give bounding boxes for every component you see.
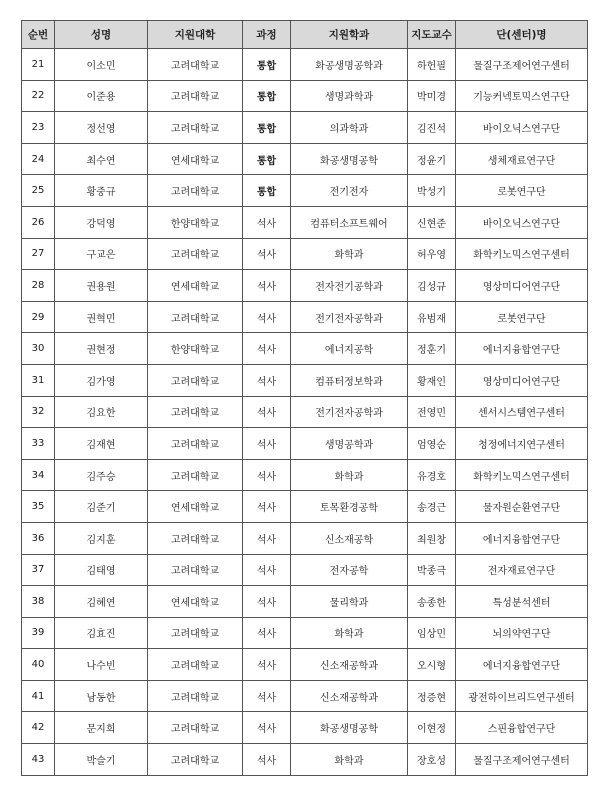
cell-name: 이소민 (55, 49, 148, 81)
cell-no: 31 (22, 364, 55, 396)
cell-center: 로봇연구단 (456, 301, 588, 333)
table-row (22, 175, 588, 207)
cell-course: 통합 (243, 112, 291, 144)
cell-name: 김준기 (55, 491, 148, 523)
cell-name: 김효진 (55, 617, 148, 649)
cell-university: 고려대학교 (148, 617, 243, 649)
table-row (22, 554, 588, 586)
header-advisor: 지도교수 (408, 21, 456, 49)
header-course: 과정 (243, 21, 291, 49)
cell-department: 신소재공학과 (291, 680, 408, 712)
cell-center: 물질구조제어연구센터 (456, 744, 588, 776)
cell-no: 21 (22, 49, 55, 81)
cell-university: 고려대학교 (148, 712, 243, 744)
cell-no: 40 (22, 649, 55, 681)
cell-university: 연세대학교 (148, 586, 243, 618)
cell-name: 김가영 (55, 364, 148, 396)
table-row (22, 49, 588, 81)
cell-advisor: 정증현 (408, 680, 456, 712)
cell-advisor: 오시형 (408, 649, 456, 681)
header-department: 지원학과 (291, 21, 408, 49)
cell-department: 화공생명공학과 (291, 49, 408, 81)
table-row (22, 522, 588, 554)
cell-advisor: 송경근 (408, 491, 456, 523)
cell-name: 김재현 (55, 428, 148, 460)
cell-center: 청정에너지연구센터 (456, 428, 588, 460)
cell-center: 바이오닉스연구단 (456, 112, 588, 144)
cell-department: 전자전기공학과 (291, 270, 408, 302)
cell-course: 석사 (243, 712, 291, 744)
cell-center: 로봇연구단 (456, 175, 588, 207)
cell-course: 석사 (243, 744, 291, 776)
cell-course: 석사 (243, 396, 291, 428)
cell-university: 연세대학교 (148, 143, 243, 175)
table-row (22, 80, 588, 112)
cell-department: 전기전자 (291, 175, 408, 207)
header-university: 지원대학 (148, 21, 243, 49)
cell-department: 생명공학과 (291, 428, 408, 460)
cell-department: 의과학과 (291, 112, 408, 144)
cell-department: 화학과 (291, 744, 408, 776)
table-row (22, 586, 588, 618)
cell-name: 권혁민 (55, 301, 148, 333)
cell-university: 고려대학교 (148, 112, 243, 144)
cell-advisor: 유경호 (408, 459, 456, 491)
cell-university: 고려대학교 (148, 428, 243, 460)
cell-advisor: 전영민 (408, 396, 456, 428)
cell-university: 한양대학교 (148, 333, 243, 365)
cell-center: 에너지융합연구단 (456, 649, 588, 681)
cell-course: 통합 (243, 80, 291, 112)
cell-course: 석사 (243, 459, 291, 491)
cell-university: 고려대학교 (148, 301, 243, 333)
cell-university: 연세대학교 (148, 491, 243, 523)
cell-center: 화학키노믹스연구센터 (456, 238, 588, 270)
cell-name: 남동한 (55, 680, 148, 712)
table-row (22, 459, 588, 491)
cell-advisor: 정훈기 (408, 333, 456, 365)
cell-no: 38 (22, 586, 55, 618)
cell-course: 석사 (243, 301, 291, 333)
cell-advisor: 이현정 (408, 712, 456, 744)
cell-course: 통합 (243, 143, 291, 175)
cell-course: 석사 (243, 491, 291, 523)
header-row (22, 21, 588, 49)
table-row (22, 744, 588, 776)
header-name: 성명 (55, 21, 148, 49)
cell-no: 26 (22, 206, 55, 238)
cell-course: 석사 (243, 586, 291, 618)
header-center: 단(센터)명 (456, 21, 588, 49)
cell-name: 박슬기 (55, 744, 148, 776)
table-row (22, 364, 588, 396)
cell-name: 나수빈 (55, 649, 148, 681)
header-no: 순번 (22, 21, 55, 49)
cell-name: 최수연 (55, 143, 148, 175)
cell-no: 22 (22, 80, 55, 112)
cell-center: 에너지융합연구단 (456, 333, 588, 365)
table-row (22, 238, 588, 270)
table-row (22, 680, 588, 712)
cell-name: 김혜연 (55, 586, 148, 618)
cell-course: 석사 (243, 270, 291, 302)
cell-advisor: 장호성 (408, 744, 456, 776)
cell-course: 석사 (243, 206, 291, 238)
cell-no: 33 (22, 428, 55, 460)
table-row (22, 396, 588, 428)
cell-department: 컴퓨터정보학과 (291, 364, 408, 396)
cell-no: 24 (22, 143, 55, 175)
cell-advisor: 허우영 (408, 238, 456, 270)
cell-center: 물질구조제어연구센터 (456, 49, 588, 81)
cell-course: 석사 (243, 238, 291, 270)
table-row (22, 270, 588, 302)
cell-university: 고려대학교 (148, 175, 243, 207)
cell-department: 화학과 (291, 617, 408, 649)
cell-advisor: 엄영순 (408, 428, 456, 460)
cell-no: 36 (22, 522, 55, 554)
cell-university: 고려대학교 (148, 396, 243, 428)
cell-advisor: 황재인 (408, 364, 456, 396)
cell-course: 석사 (243, 649, 291, 681)
cell-no: 29 (22, 301, 55, 333)
table-row (22, 301, 588, 333)
cell-name: 강덕영 (55, 206, 148, 238)
cell-course: 석사 (243, 333, 291, 365)
cell-advisor: 하헌필 (408, 49, 456, 81)
cell-department: 토목환경공학 (291, 491, 408, 523)
cell-advisor: 최원창 (408, 522, 456, 554)
cell-center: 바이오닉스연구단 (456, 206, 588, 238)
cell-name: 구교은 (55, 238, 148, 270)
cell-university: 고려대학교 (148, 238, 243, 270)
cell-no: 42 (22, 712, 55, 744)
cell-university: 고려대학교 (148, 649, 243, 681)
cell-university: 고려대학교 (148, 680, 243, 712)
cell-no: 32 (22, 396, 55, 428)
cell-department: 에너지공학 (291, 333, 408, 365)
cell-center: 영상미디어연구단 (456, 364, 588, 396)
cell-center: 센서시스템연구센터 (456, 396, 588, 428)
cell-course: 석사 (243, 428, 291, 460)
cell-name: 황중규 (55, 175, 148, 207)
cell-no: 30 (22, 333, 55, 365)
cell-department: 화학과 (291, 238, 408, 270)
cell-center: 전자재료연구단 (456, 554, 588, 586)
cell-no: 35 (22, 491, 55, 523)
cell-name: 이준용 (55, 80, 148, 112)
cell-center: 생체재료연구단 (456, 143, 588, 175)
cell-advisor: 임상민 (408, 617, 456, 649)
cell-university: 고려대학교 (148, 522, 243, 554)
cell-course: 석사 (243, 522, 291, 554)
cell-department: 물리학과 (291, 586, 408, 618)
cell-name: 권현정 (55, 333, 148, 365)
cell-department: 화공생명공학 (291, 712, 408, 744)
cell-center: 뇌의약연구단 (456, 617, 588, 649)
table-header (22, 21, 588, 49)
cell-course: 석사 (243, 364, 291, 396)
cell-advisor: 신현준 (408, 206, 456, 238)
cell-university: 고려대학교 (148, 364, 243, 396)
cell-name: 김지훈 (55, 522, 148, 554)
cell-course: 석사 (243, 680, 291, 712)
cell-name: 김태영 (55, 554, 148, 586)
cell-advisor: 송종한 (408, 586, 456, 618)
cell-department: 생명과학과 (291, 80, 408, 112)
cell-no: 27 (22, 238, 55, 270)
cell-university: 고려대학교 (148, 459, 243, 491)
cell-department: 신소재공학과 (291, 649, 408, 681)
cell-advisor: 박미경 (408, 80, 456, 112)
cell-department: 화공생명공학 (291, 143, 408, 175)
cell-course: 통합 (243, 49, 291, 81)
table-row (22, 649, 588, 681)
cell-course: 석사 (243, 554, 291, 586)
cell-name: 김요한 (55, 396, 148, 428)
cell-no: 23 (22, 112, 55, 144)
cell-university: 고려대학교 (148, 49, 243, 81)
table-row (22, 491, 588, 523)
cell-advisor: 박성기 (408, 175, 456, 207)
cell-center: 화학키노믹스연구센터 (456, 459, 588, 491)
cell-university: 한양대학교 (148, 206, 243, 238)
cell-advisor: 정윤기 (408, 143, 456, 175)
cell-course: 통합 (243, 175, 291, 207)
cell-university: 고려대학교 (148, 744, 243, 776)
cell-university: 연세대학교 (148, 270, 243, 302)
cell-center: 물자원순환연구단 (456, 491, 588, 523)
cell-department: 신소재공학 (291, 522, 408, 554)
table-body (22, 49, 588, 776)
cell-center: 스핀융합연구단 (456, 712, 588, 744)
cell-center: 광전하이브리드연구센터 (456, 680, 588, 712)
cell-no: 28 (22, 270, 55, 302)
cell-department: 전기전자공학과 (291, 301, 408, 333)
table-row (22, 206, 588, 238)
table-row (22, 712, 588, 744)
cell-name: 정선영 (55, 112, 148, 144)
cell-center: 영상미디어연구단 (456, 270, 588, 302)
cell-center: 특성분석센터 (456, 586, 588, 618)
cell-advisor: 김진석 (408, 112, 456, 144)
cell-center: 에너지융합연구단 (456, 522, 588, 554)
table-row (22, 143, 588, 175)
cell-advisor: 김성규 (408, 270, 456, 302)
cell-department: 전기전자공학과 (291, 396, 408, 428)
cell-department: 컴퓨터소프트웨어 (291, 206, 408, 238)
cell-university: 고려대학교 (148, 80, 243, 112)
cell-name: 권용원 (55, 270, 148, 302)
cell-no: 41 (22, 680, 55, 712)
table-row (22, 617, 588, 649)
cell-university: 고려대학교 (148, 554, 243, 586)
cell-name: 문지희 (55, 712, 148, 744)
cell-course: 석사 (243, 617, 291, 649)
cell-no: 34 (22, 459, 55, 491)
student-table-container (21, 20, 587, 776)
student-table (21, 20, 588, 776)
table-row (22, 428, 588, 460)
cell-no: 39 (22, 617, 55, 649)
cell-advisor: 박종극 (408, 554, 456, 586)
cell-no: 25 (22, 175, 55, 207)
cell-name: 김주승 (55, 459, 148, 491)
cell-no: 37 (22, 554, 55, 586)
table-row (22, 333, 588, 365)
cell-center: 기능커넥토믹스연구단 (456, 80, 588, 112)
cell-department: 전자공학 (291, 554, 408, 586)
table-row (22, 112, 588, 144)
cell-no: 43 (22, 744, 55, 776)
cell-department: 화학과 (291, 459, 408, 491)
cell-advisor: 유범재 (408, 301, 456, 333)
